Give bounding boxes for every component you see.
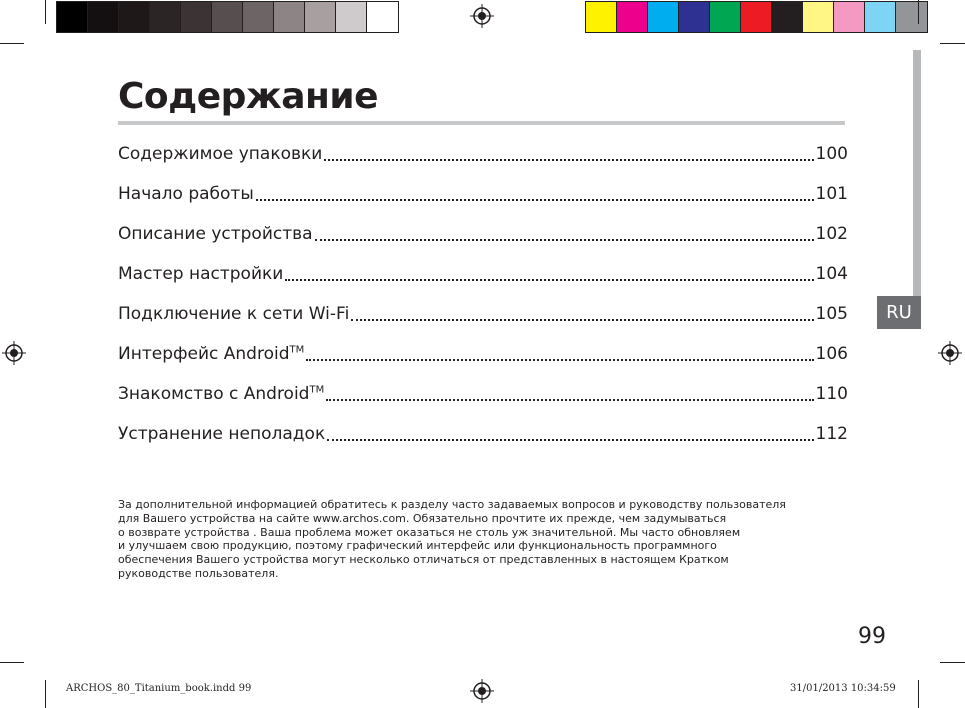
info-note	[118, 498, 853, 581]
registration-mark-icon	[470, 4, 494, 28]
toc-dot-leader	[324, 158, 813, 161]
process-color-bar	[585, 1, 928, 33]
gray-swatch	[119, 2, 150, 32]
crop-mark	[940, 43, 965, 44]
crop-mark	[45, 680, 46, 708]
toc-entry-label: Содержимое упаковки	[118, 144, 323, 164]
gray-swatch	[367, 2, 398, 32]
toc-entry-label: Мастер настройки	[118, 264, 284, 284]
crop-mark	[918, 680, 919, 708]
crop-mark	[45, 0, 46, 24]
table-of-contents	[118, 134, 848, 454]
note-line: руководстве пользователя.	[118, 566, 279, 580]
title-underline	[118, 121, 845, 125]
page-title: Содержание	[118, 76, 379, 117]
registration-mark-icon	[2, 341, 26, 365]
toc-entry[interactable]	[118, 374, 848, 414]
toc-entry-page: 106	[815, 344, 848, 364]
toc-entry-page: 104	[815, 264, 848, 284]
toc-entry-page: 105	[815, 304, 848, 324]
crop-mark	[940, 662, 965, 663]
date-slug: 31/01/2013 10:34:59	[790, 683, 896, 694]
note-line: обеспечения Вашего устройства могут несколько отличаться от представленных в настоящем Кратком	[118, 553, 729, 567]
toc-dot-leader	[315, 238, 814, 241]
note-line: о возврате устройства . Ваша проблема может оказаться не столь уж значительной. Мы часто обновляем	[118, 525, 741, 539]
toc-dot-leader	[351, 318, 813, 321]
registration-mark-icon	[470, 679, 494, 703]
crop-mark	[0, 662, 24, 663]
gray-swatch	[274, 2, 305, 32]
gray-swatch	[88, 2, 119, 32]
note-line: и улучшаем свою продукцию, поэтому графический интерфейс или функциональность программного	[118, 539, 717, 553]
color-swatch	[648, 2, 679, 32]
toc-entry[interactable]	[118, 254, 848, 294]
gray-swatch	[181, 2, 212, 32]
toc-entry-page: 112	[815, 424, 848, 444]
toc-entry-page: 101	[815, 184, 848, 204]
toc-dot-leader	[256, 198, 814, 201]
color-swatch	[896, 2, 927, 32]
trademark-sup: TM	[289, 344, 305, 356]
toc-entry-label: Описание устройства	[118, 224, 313, 244]
gray-swatch	[150, 2, 181, 32]
grayscale-color-bar	[56, 1, 399, 33]
color-swatch	[586, 2, 617, 32]
crop-mark	[918, 0, 919, 24]
crop-mark	[0, 43, 24, 44]
toc-entry[interactable]	[118, 134, 848, 174]
color-swatch	[772, 2, 803, 32]
note-line: За дополнительной информацией обратитесь к разделу часто задаваемых вопросов и руководству пользователя	[118, 498, 786, 511]
toc-dot-leader	[306, 358, 813, 361]
registration-mark-icon	[938, 341, 962, 365]
toc-entry-label: Знакомство с Android™	[118, 384, 325, 404]
toc-dot-leader	[326, 398, 813, 401]
gray-swatch	[212, 2, 243, 32]
trademark-sup: TM	[309, 384, 325, 396]
color-swatch	[617, 2, 648, 32]
note-line: для Вашего устройства на сайте www.archos.com. Обязательно прочтите их прежде, чем задумываться	[118, 511, 727, 525]
toc-entry[interactable]	[118, 174, 848, 214]
color-swatch	[710, 2, 741, 32]
toc-entry-page: 102	[815, 224, 848, 244]
color-swatch	[865, 2, 896, 32]
toc-dot-leader	[327, 438, 813, 441]
toc-entry-label: Подключение к сети Wi-Fi	[118, 304, 350, 324]
toc-entry[interactable]	[118, 334, 848, 374]
gray-swatch	[305, 2, 336, 32]
toc-entry-label: Интерфейс Android™	[118, 344, 305, 364]
color-swatch	[834, 2, 865, 32]
language-tab: RU	[877, 296, 921, 329]
side-thumb-bar	[913, 50, 921, 300]
gray-swatch	[57, 2, 88, 32]
toc-entry[interactable]	[118, 294, 848, 334]
toc-entry-page: 100	[815, 144, 848, 164]
toc-entry-label: Устранение неполадок	[118, 424, 326, 444]
color-swatch	[803, 2, 834, 32]
toc-dot-leader	[285, 278, 813, 281]
gray-swatch	[243, 2, 274, 32]
toc-entry-label: Начало работы	[118, 184, 254, 204]
gray-swatch	[336, 2, 367, 32]
toc-entry[interactable]	[118, 214, 848, 254]
toc-entry[interactable]	[118, 414, 848, 454]
color-swatch	[679, 2, 710, 32]
file-slug: ARCHOS_80_Titanium_book.indd 99	[66, 683, 252, 694]
toc-entry-page: 110	[815, 384, 848, 404]
page-number: 99	[858, 624, 886, 649]
color-swatch	[741, 2, 772, 32]
